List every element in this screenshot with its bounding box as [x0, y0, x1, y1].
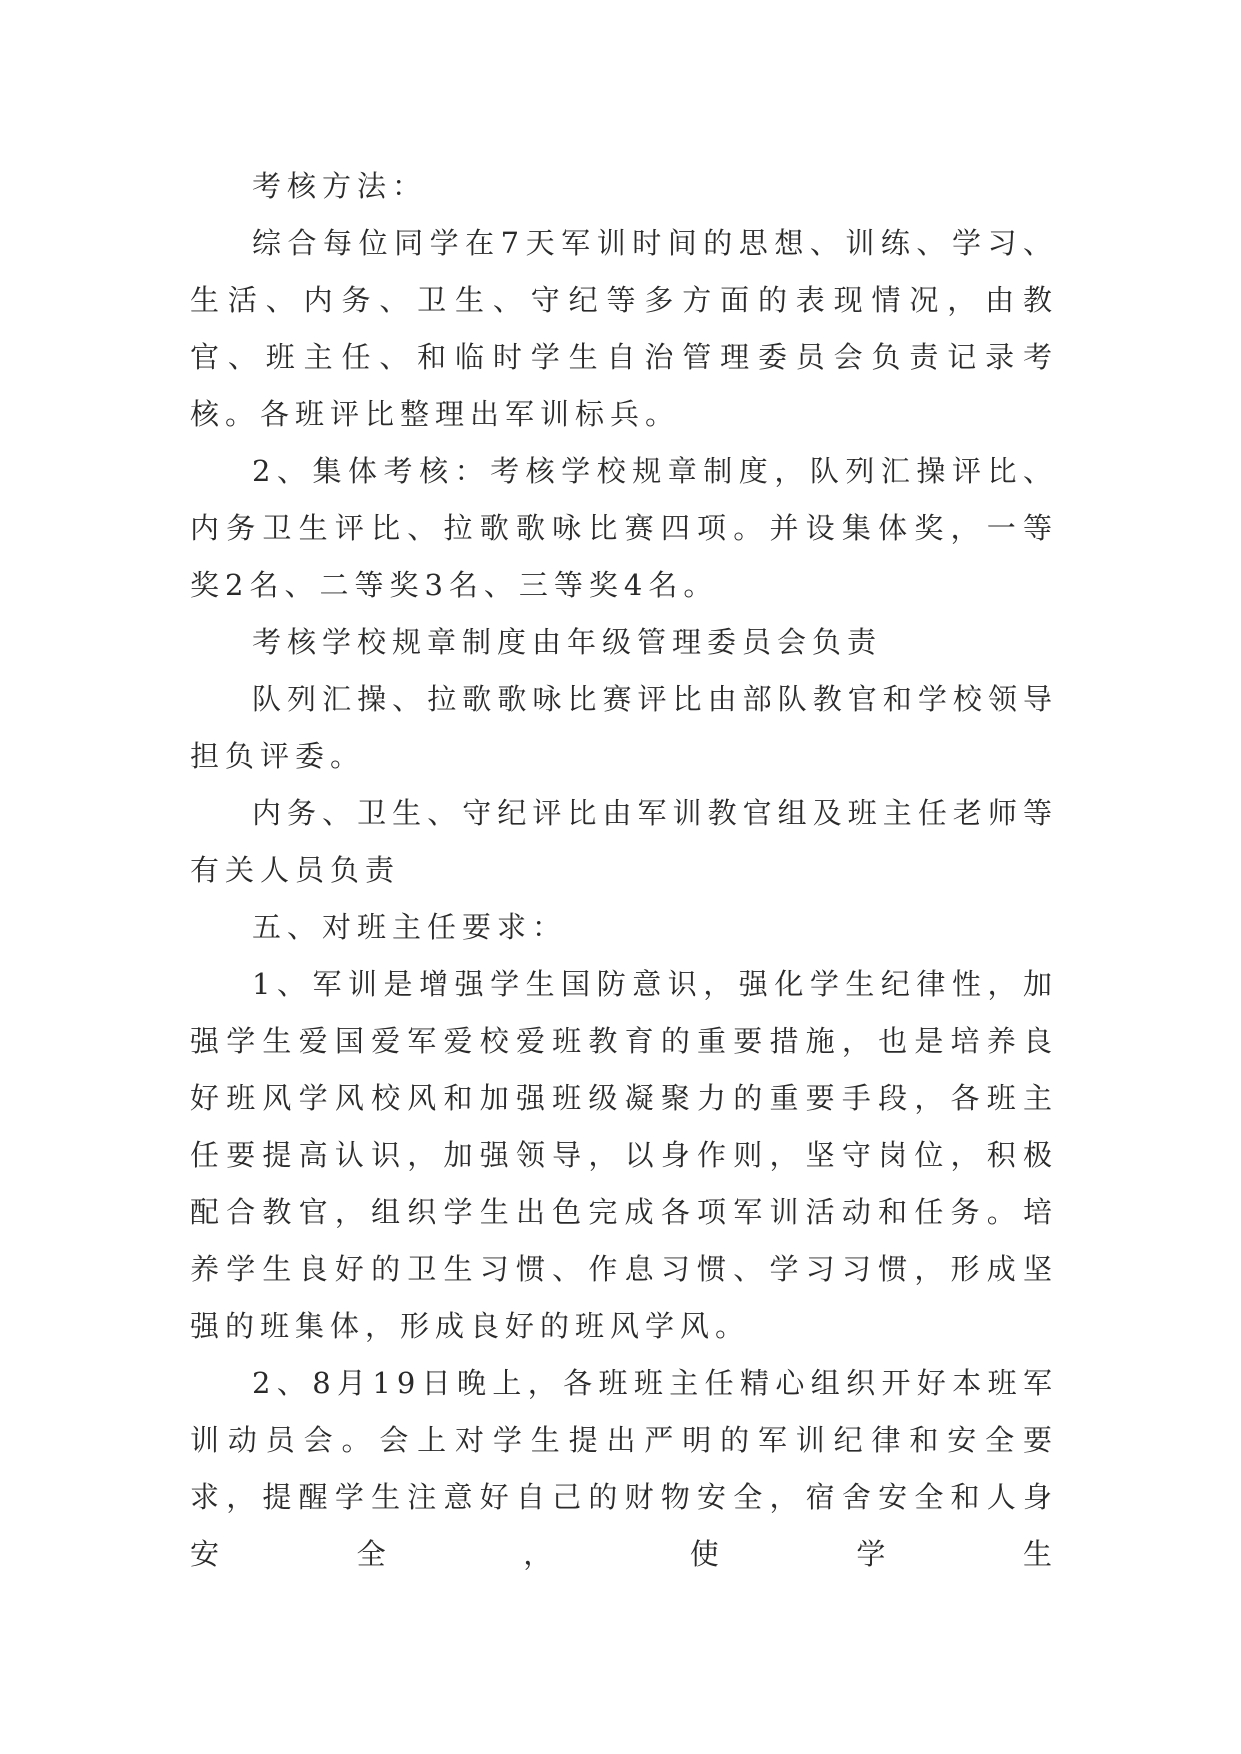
paragraph-rules-responsibility: 考核学校规章制度由年级管理委员会负责	[252, 625, 883, 659]
paragraph-requirement-2: 2、8月19日晚上，各班班主任精心组织开好本班军训动员会。会上对学生提出严明的军训纪律和安全要求，提醒学生注意好自己的财物安全，宿舍安全和人身安全，使学生	[190, 1366, 1058, 1571]
paragraph-requirement-1: 1、军训是增强学生国防意识，强化学生纪律性，加强学生爱国爱军爱校爱班教育的重要措施，也是培养良好班风学风校风和加强班级凝聚力的重要手段，各班主任要提高认识，加强领导，以身作则，坚守岗位，积极配合教官，组织学生出色完成各项军训活动和任务。培养学生良好的卫生习惯、作息习惯、学习习惯，形成坚强的班集体，形成良好的班风学风。	[190, 967, 1058, 1343]
section-heading-teacher-requirements: 五、对班主任要求：	[252, 910, 568, 944]
paragraph-drill-judges: 队列汇操、拉歌歌咏比赛评比由部队教官和学校领导担负评委。	[190, 682, 1058, 773]
document-body	[190, 158, 1058, 1583]
paragraph-individual-assessment: 综合每位同学在7天军训时间的思想、训练、学习、生活、内务、卫生、守纪等多方面的表现情况，由教官、班主任、和临时学生自治管理委员会负责记录考核。各班评比整理出军训标兵。	[190, 226, 1058, 431]
paragraph-collective-assessment: 2、集体考核：考核学校规章制度，队列汇操评比、内务卫生评比、拉歌歌咏比赛四项。并设集体奖，一等奖2名、二等奖3名、三等奖4名。	[190, 454, 1058, 602]
paragraph-assessment-method: 考核方法：	[252, 169, 428, 203]
paragraph-dormitory-judges: 内务、卫生、守纪评比由军训教官组及班主任老师等有关人员负责	[190, 796, 1058, 887]
